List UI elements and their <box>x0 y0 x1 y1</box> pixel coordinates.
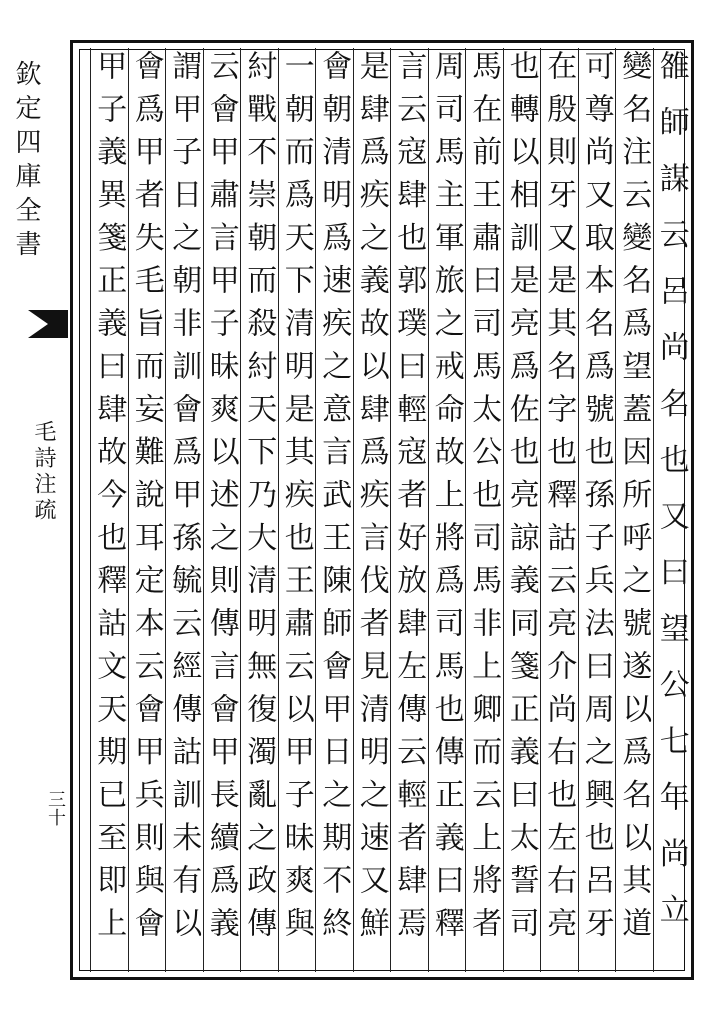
text-column <box>465 50 503 950</box>
column-text: 可尊尚又取本名爲號也孫子兵法曰周之興也呂牙 <box>578 50 614 950</box>
text-column <box>428 50 466 950</box>
column-text: 甲子義異箋正義曰肆故今也釋詁文天期已至即上 <box>91 50 127 950</box>
column-rule <box>165 48 166 972</box>
page-number: 三十 <box>45 790 66 826</box>
column-text: 會爲甲者失毛旨而妄難說耳定本云會甲兵則與會 <box>128 50 164 950</box>
column-rule <box>578 48 579 972</box>
text-column <box>578 50 616 950</box>
column-text: 一朝而爲天下清明是其疾也王肅云以甲子昧爽與 <box>278 50 314 950</box>
column-rule <box>240 48 241 972</box>
column-rule <box>278 48 279 972</box>
column-text: 謂甲子日之朝非訓會爲甲孫毓云經傳詁訓未有以 <box>166 50 202 950</box>
column-rule <box>615 48 616 972</box>
column-text: 周司馬主軍旅之戒命故上將爲司馬也傳正義曰釋 <box>428 50 464 950</box>
column-text: 變名注云變名爲望蓋因所呼之號遂以爲名以其道 <box>616 50 652 950</box>
column-rule <box>353 48 354 972</box>
column-text: 是肆爲疾之義故以肆爲疾言伐者見清明之速又鮮 <box>353 50 389 950</box>
text-column <box>315 50 353 950</box>
column-rule <box>465 48 466 972</box>
collection-title: 欽定四庫全書 <box>11 60 41 264</box>
column-rule <box>203 48 204 972</box>
column-rule <box>90 48 91 972</box>
column-rule <box>653 48 654 972</box>
column-text: 會朝清明爲速疾之意言武王陳師會甲日之期不終 <box>316 50 352 950</box>
text-column <box>390 50 428 950</box>
column-rule <box>128 48 129 972</box>
text-column <box>278 50 316 950</box>
column-rule <box>315 48 316 972</box>
column-rule <box>540 48 541 972</box>
column-text: 言云寇肆也郭璞曰輕寇者好放肆左傳云輕者肆焉 <box>391 50 427 950</box>
text-column <box>203 50 241 950</box>
text-column <box>240 50 278 950</box>
text-column <box>353 50 391 950</box>
text-column <box>128 50 166 950</box>
text-column <box>503 50 541 950</box>
column-rule <box>503 48 504 972</box>
book-title: 毛詩注疏 <box>31 420 56 524</box>
fishtail-mark <box>28 310 68 338</box>
column-text: 雒師謀云呂尚名也又曰望公七年尚立 <box>653 50 689 950</box>
column-text: 馬在前王肅曰司馬太公也司馬非上卿而云上將者 <box>466 50 502 950</box>
text-column <box>165 50 203 950</box>
column-rule <box>390 48 391 972</box>
text-column <box>540 50 578 950</box>
text-column <box>615 50 653 950</box>
column-text: 在殷則牙又是其名字也釋詁云亮介尚右也左右亮 <box>541 50 577 950</box>
column-text: 也轉以相訓是亮爲佐也亮諒義同箋正義曰太誓司 <box>503 50 539 950</box>
column-rule <box>428 48 429 972</box>
text-column <box>90 50 128 950</box>
text-column <box>653 50 691 950</box>
column-text: 云會甲肅言甲子昧爽以述之則傳言會甲長續爲義 <box>203 50 239 950</box>
column-text: 紂戰不崇朝而殺紂天下乃大清明無復濁亂之政傳 <box>241 50 277 950</box>
